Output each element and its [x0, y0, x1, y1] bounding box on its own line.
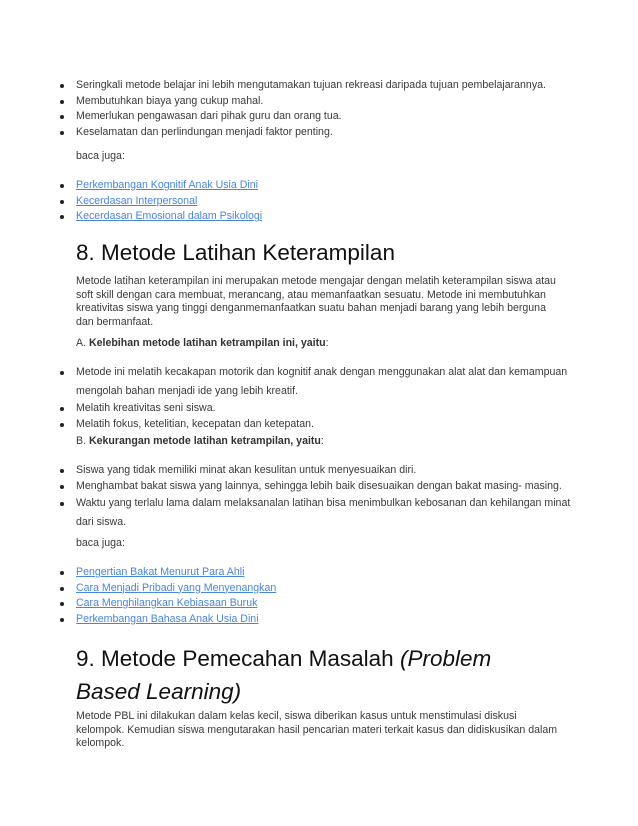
list-item: Seringkali metode belajar ini lebih mengutamakan tujuan rekreasi daripada tujuan pembelajarannya.: [0, 78, 638, 94]
related-link[interactable]: Pengertian Bakat Menurut Para Ahli: [76, 566, 245, 578]
section-8-intro: Metode latihan keterampilan ini merupakan metode mengajar dengan melatih keterampilan siswa atau soft skill dengan cara membuat, merancang, atau memanfaatkan sesuatu. Metode ini membutuhkan kreativitas siswa yang tinggi denganmemanfaatkan suatu bahan menjadi barang yang lebih berguna dan bermanfaat.: [76, 275, 556, 328]
related-link[interactable]: Kecerdasan Interpersonal: [76, 194, 198, 207]
related-link[interactable]: Kecerdasan Emosional dalam Psikologi: [76, 210, 263, 222]
list-item: Siswa yang tidak memiliki minat akan kesulitan untuk menyesuaikan diri.: [0, 463, 638, 479]
list-item: [0, 596, 638, 612]
list-item: [0, 581, 638, 597]
disadvantages-list: [0, 463, 638, 532]
list-item: [0, 178, 638, 194]
list-item: Melatih kreativitas seni siswa.: [0, 401, 638, 417]
related-link[interactable]: Perkembangan Bahasa Anak Usia Dini: [76, 612, 259, 625]
list-item: Keselamatan dan perlindungan menjadi faktor penting.: [0, 125, 638, 141]
advantages-heading: A. Kelebihan metode latihan ketrampilan ini, yaitu:: [76, 337, 329, 349]
list-item: [0, 565, 638, 581]
section-9-intro: Metode PBL ini dilakukan dalam kelas kecil, siswa diberikan kasus untuk menstimulasi diskusi kelompok. Kemudian siswa mengutarakan hasil pencarian materi terkait kasus dan didiskusikan dalam kelompok.: [76, 710, 558, 749]
baca-juga-label: baca juga:: [76, 537, 125, 549]
disadvantages-heading: B. Kekurangan metode latihan ketrampilan, yaitu:: [76, 435, 324, 447]
section-9-heading: 9. Metode Pemecahan Masalah (Problem Based Learning): [76, 646, 492, 704]
list-item: [0, 209, 638, 225]
list-item: Menghambat bakat siswa yang lainnya, sehingga lebih baik disesuaikan dengan bakat masing- masing.: [0, 479, 638, 495]
baca-juga-label: baca juga:: [76, 150, 125, 162]
list-item: [0, 194, 638, 210]
list-item: [0, 612, 638, 628]
list-item: Memerlukan pengawasan dari pihak guru dan orang tua.: [0, 109, 638, 125]
list-item: Melatih fokus, ketelitian, kecepatan dan ketepatan.: [0, 417, 638, 433]
related-link[interactable]: Cara Menjadi Pribadi yang Menyenangkan: [76, 581, 277, 594]
list-item: Metode ini melatih kecakapan motorik dan kognitif anak dengan menggunakan alat alat dan kemampuan mengolah bahan menjadi ide yang lebih kreatif.: [0, 363, 638, 401]
section-8-heading: 8. Metode Latihan Keterampilan: [76, 240, 395, 265]
related-link[interactable]: Cara Menghilangkan Kebiasaan Buruk: [76, 597, 258, 609]
disadvantages-list-top: [0, 78, 638, 140]
related-link[interactable]: Perkembangan Kognitif Anak Usia Dini: [76, 179, 258, 191]
advantages-list: [0, 363, 638, 432]
list-item: Membutuhkan biaya yang cukup mahal.: [0, 94, 638, 110]
list-item: Waktu yang terlalu lama dalam melaksanalan latihan bisa menimbulkan kebosanan dan kehilangan minat dari siswa.: [0, 494, 638, 532]
related-links-list-2: [0, 565, 638, 627]
related-links-list: [0, 178, 638, 225]
